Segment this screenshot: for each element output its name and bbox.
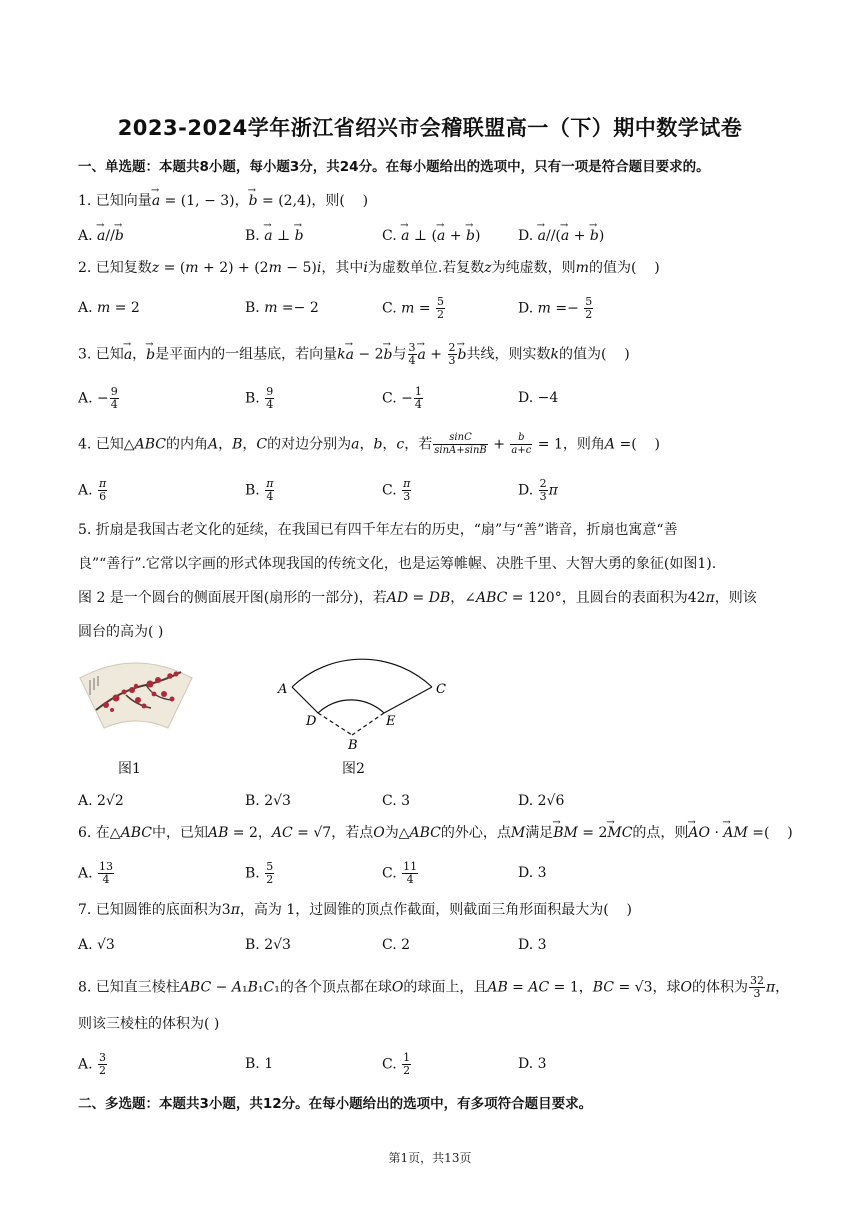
question-5-line-3: 图 2 是一个圆台的侧面展开图(扇形的一部分)，若AD = DB，∠ABC = 120°，且圆台的表面积为42π，则该 [78,590,757,606]
question-1: 1. 已知向量→ a = (1, − 3)，→ b = (2,4)，则( ) [78,191,368,211]
q2-option-a[interactable]: A. m = 2 [78,300,140,316]
question-8-line-2: 则该三棱柱的体积为( ) [78,1016,220,1032]
q7-option-b[interactable]: B. 2√3 [245,937,291,953]
q6-option-c[interactable]: C. $\frac{11}{4}$ [382,860,418,886]
question-3: 3. 已知→ a，→ b是平面内的一组基底，若向量k→ a − 2→ b与 $\frac{3}{4}$ → a + $\frac{2}{3}$ → b共线，则实数k的值为( ) [78,342,630,367]
q1-option-d[interactable]: D. → a//(→ a + → b) [518,226,604,246]
q6-option-d[interactable]: D. 3 [518,865,547,881]
q4-option-d[interactable]: D. $\frac{2}{3}$ π [518,477,558,503]
question-2: 2. 已知复数z = (m + 2) + (2m − 5)i，其中i为虚数单位.若复数z为纯虚数，则m的值为( ) [78,260,660,276]
q5-option-c[interactable]: C. 3 [382,793,411,809]
point-d-label: D [306,714,317,729]
q4-option-b[interactable]: B. $\frac{\pi}{4}$ [245,477,274,503]
figure-1-caption: 图1 [118,761,141,777]
q8-option-a[interactable]: A. $\frac{3}{2}$ [78,1051,107,1077]
point-c-label: C [436,682,446,697]
q8-option-d[interactable]: D. 3 [518,1056,547,1072]
q1-option-a[interactable]: A. → a//→ b [78,226,124,246]
q5-option-d[interactable]: D. 2√6 [518,793,565,809]
question-5-line-2: 良”“善行”.它常以字画的形式体现我国的传统文化，也是运筹帷幄、决胜千里、大智大勇的象征(如图1). [78,556,717,572]
folding-fan-image [76,650,196,740]
question-8-line-1: 8. 已知直三棱柱ABC − A₁B₁C₁的各个顶点都在球O的球面上，且AB = AC = 1，BC = √3，球O的体积为 $\frac{32}{3}$ π， [78,974,790,1000]
page-title: 2023-2024学年浙江省绍兴市会稽联盟高一（下）期中数学试卷 [117,116,743,140]
q5-option-b[interactable]: B. 2√3 [245,793,291,809]
q1-option-c[interactable]: C. → a ⊥ (→ a + → b) [382,226,480,246]
q4-option-a[interactable]: A. $\frac{\pi}{6}$ [78,477,107,503]
q1-option-b[interactable]: B. → a ⊥ → b [245,226,304,246]
q8-option-c[interactable]: C. $\frac{1}{2}$ [382,1051,411,1077]
question-5-line-4: 圆台的高为( ) [78,624,164,640]
q6-option-b[interactable]: B. $\frac{5}{2}$ [245,860,274,886]
q2-option-c[interactable]: C. m = $\frac{5}{2}$ [382,295,445,321]
q6-option-a[interactable]: A. $\frac{13}{4}$ [78,860,114,886]
q7-option-d[interactable]: D. 3 [518,937,547,953]
q3-option-d[interactable]: D. −4 [518,390,559,406]
section-2-heading: 二、多选题：本题共3小题，共12分。在每小题给出的选项中，有多项符合题目要求。 [78,1096,593,1112]
question-6: 6. 在△ABC中，已知AB = 2，AC = √7，若点O为△ABC的外心，点M满足→ BM = 2→ MC的点，则→ AO · → AM =( ) [78,823,793,843]
q3-option-c[interactable]: C. − $\frac{1}{4}$ [382,385,422,411]
section-1-heading: 一、单选题：本题共8小题，每小题3分，共24分。在每小题给出的选项中，只有一项是符合题目要求的。 [78,159,710,175]
q7-option-a[interactable]: A. √3 [78,937,115,953]
question-7: 7. 已知圆锥的底面积为3π，高为 1，过圆锥的顶点作截面，则截面三角形面积最大为( ) [78,902,633,918]
q3-option-a[interactable]: A. − $\frac{9}{4}$ [78,385,118,411]
q2-option-d[interactable]: D. m =− $\frac{5}{2}$ [518,295,593,321]
q5-option-a[interactable]: A. 2√2 [78,793,124,809]
q2-option-b[interactable]: B. m =− 2 [245,300,319,316]
point-e-label: E [386,714,396,729]
page-footer: 第1页，共13页 [388,1151,472,1165]
q7-option-c[interactable]: C. 2 [382,937,411,953]
question-4: 4. 已知△ABC的内角A，B，C的对边分别为a，b，c，若 $\frac{\sin C}{\sin A+\sin B}$ + $\frac{b}{a+c}$ = 1，则角A =( ) [78,432,660,456]
frustum-development-diagram [272,645,452,750]
point-a-label: A [278,682,288,697]
point-b-label: B [348,738,358,750]
q3-option-b[interactable]: B. $\frac{9}{4}$ [245,385,274,411]
figure-2-caption: 图2 [342,761,365,777]
q4-option-c[interactable]: C. $\frac{\pi}{3}$ [382,477,411,503]
q8-option-b[interactable]: B. 1 [245,1056,274,1072]
question-5-line-1: 5. 折扇是我国古老文化的延续，在我国已有四千年左右的历史，“扇”与“善”谐音，折扇也寓意“善 [78,522,678,538]
